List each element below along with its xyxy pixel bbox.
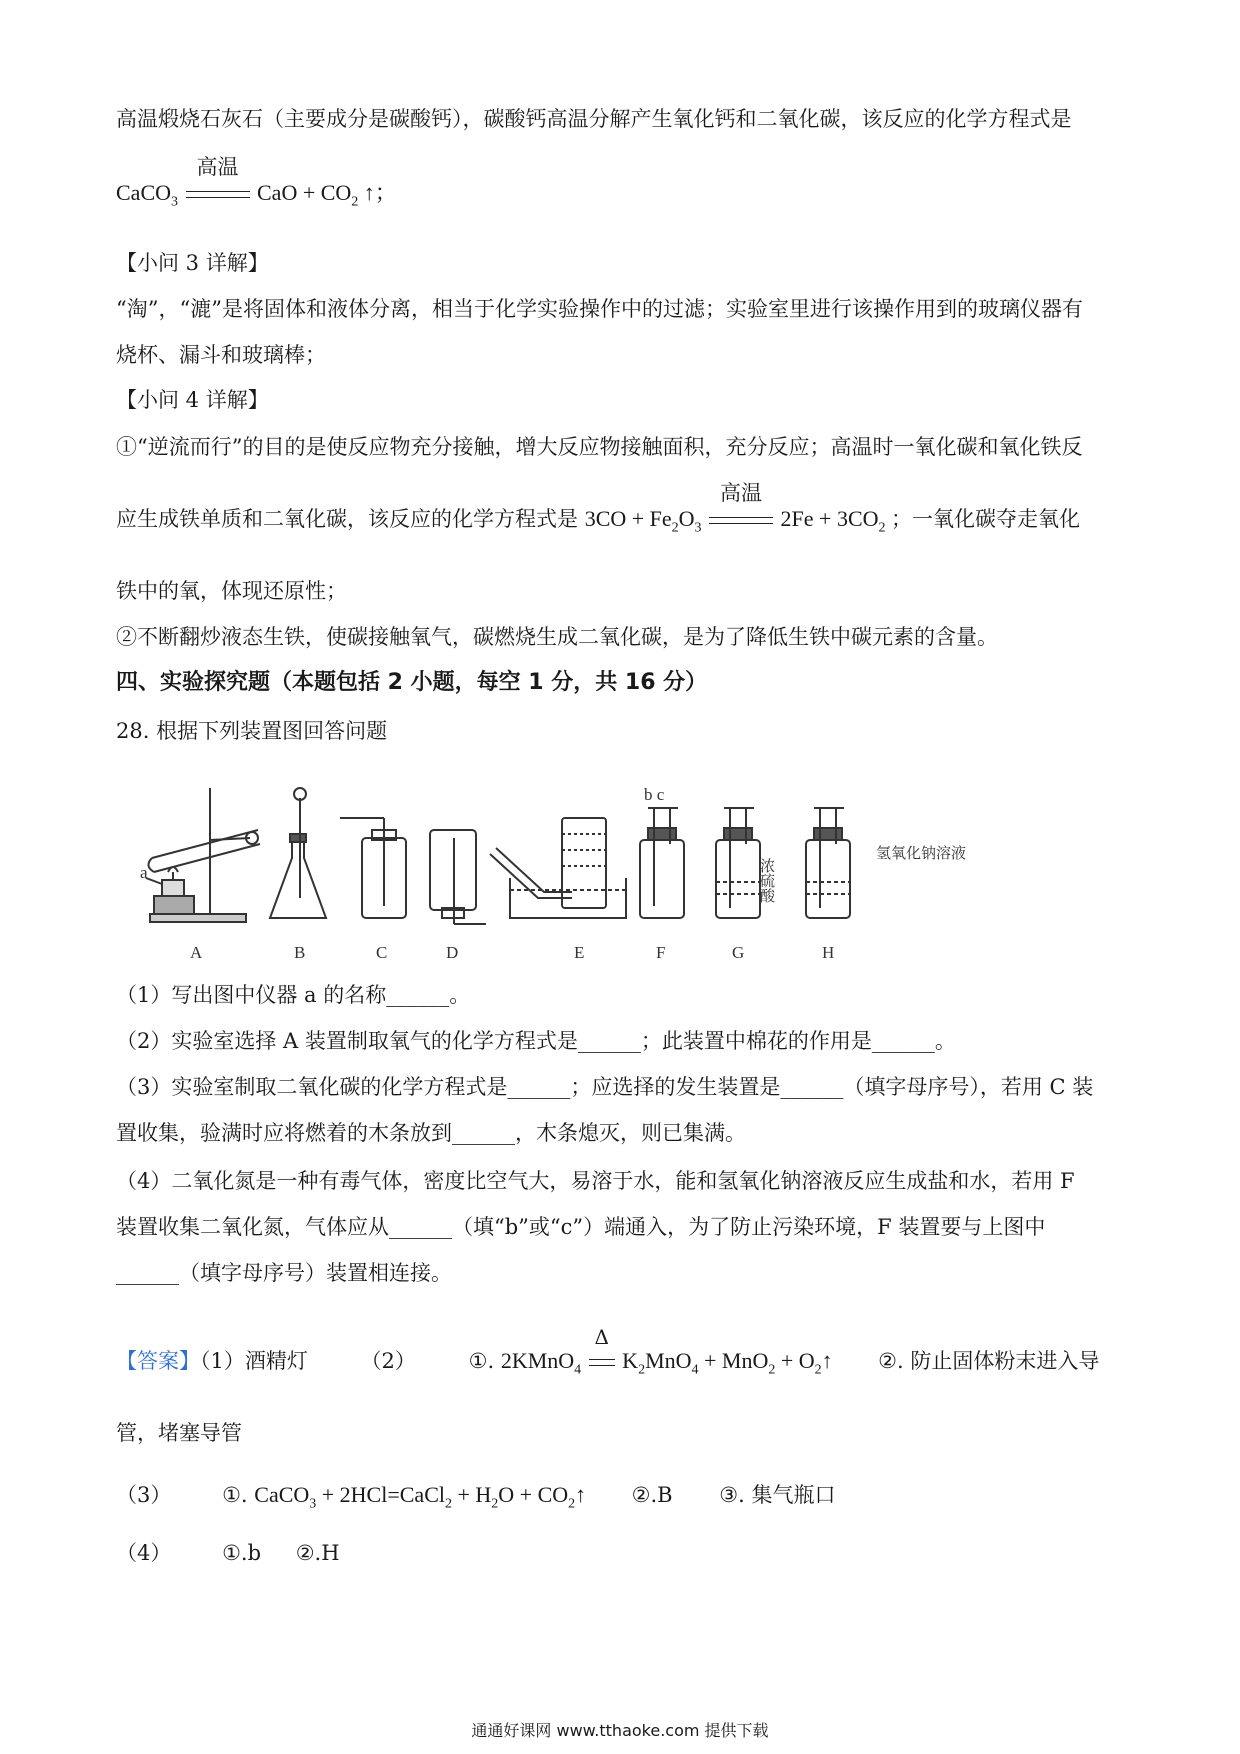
h-reagent-label: 氢氧化钠溶液 bbox=[876, 846, 967, 862]
question-part-4-line3: ______（填字母序号）装置相连接。 bbox=[116, 1261, 452, 1285]
question-part-4-line1: （4）二氧化氮是一种有毒气体，密度比空气大，易溶于水，能和氢氧化钠溶液反应生成盐和水，若用 F bbox=[116, 1169, 1075, 1193]
label-a-instrument: a bbox=[140, 863, 148, 882]
text-line: ②不断翻炒液态生铁，使碳接触氧气，碳燃烧生成二氧化碳，是为了降低生铁中碳元素的含量。 bbox=[116, 625, 998, 649]
section-heading: 四、实验探究题（本题包括 2 小题，每空 1 分，共 16 分） bbox=[116, 670, 708, 695]
question-part-1: （1）写出图中仪器 a 的名称______。 bbox=[116, 983, 471, 1007]
question-part-2: （2）实验室选择 A 装置制取氧气的化学方程式是______；此装置中棉花的作用是______。 bbox=[116, 1029, 956, 1053]
question-part-3-line2: 置收集，验满时应将燃着的木条放到______，木条熄灭，则已集满。 bbox=[116, 1121, 746, 1145]
apparatus-g bbox=[716, 808, 760, 918]
question-part-3-line1: （3）实验室制取二氧化碳的化学方程式是______；应选择的发生装置是______（填字母序号），若用 C 装 bbox=[116, 1075, 1094, 1099]
answer-line-3: （3） ①. CaCO$_3$ + 2HCl=CaCl$_2$ + $H_2O$ + $CO_2↑$ ②.B ③. 集气瓶口 bbox=[116, 1482, 836, 1512]
section-head-q4: 【小问 4 详解】 bbox=[116, 388, 269, 412]
equation-kmno4: 2KMnO$_4$ Δ $K_2MnO_4 + MnO_2$ + $O_2↑$ bbox=[500, 1325, 833, 1378]
figure-label-f: F bbox=[656, 943, 666, 962]
apparatus-d bbox=[430, 830, 486, 924]
question-28: 28. 根据下列装置图回答问题 bbox=[116, 719, 388, 743]
apparatus-f bbox=[640, 808, 684, 918]
figure-label-e: E bbox=[574, 943, 585, 962]
section-head-q3: 【小问 3 详解】 bbox=[116, 251, 269, 275]
text-line: 高温煅烧石灰石（主要成分是碳酸钙），碳酸钙高温分解产生氧化钙和二氧化碳，该反应的化学方程式是 bbox=[116, 107, 1072, 131]
apparatus-figure bbox=[140, 778, 970, 964]
apparatus-c bbox=[340, 818, 406, 918]
equation-caco3-hcl: CaCO$_3$ + 2HCl=CaCl$_2$ + $H_2O$ + $CO_2↑$ bbox=[254, 1482, 587, 1512]
answer-line-1: 【答案】（1）酒精灯 （2） ①. 2KMnO$_4$ Δ $K_2MnO_4 + MnO_2$ + $O_2↑$ ②. 防止固体粉末进入导 bbox=[116, 1325, 1100, 1378]
equation-caco3-decompose: CaCO$_3$ 高温 CaO + $CO_2$ ↑； bbox=[116, 155, 397, 210]
answer-line-1b: 管，堵塞导管 bbox=[116, 1421, 242, 1445]
text-line: 铁中的氧，体现还原性； bbox=[116, 579, 347, 603]
apparatus-h bbox=[806, 808, 850, 918]
text-line: 烧杯、漏斗和玻璃棒； bbox=[116, 343, 326, 367]
figure-label-a: A bbox=[190, 943, 203, 962]
condition-gaowen: 高温 bbox=[709, 504, 773, 534]
figure-label-d: D bbox=[446, 943, 459, 962]
figure-label-g: G bbox=[732, 943, 745, 962]
apparatus-b bbox=[270, 788, 326, 918]
label-bc: b c bbox=[644, 785, 665, 804]
text-line: ①“逆流而行”的目的是使反应物充分接触，增大反应物接触面积，充分反应；高温时一氧化碳和氧化铁反 bbox=[116, 435, 1083, 459]
figure-label-c: C bbox=[376, 943, 388, 962]
condition-delta: Δ bbox=[589, 1346, 615, 1376]
equation-co-fe2o3: $3CO + Fe_2O_3$ 高温 $2Fe + 3CO_2$ bbox=[584, 481, 886, 536]
apparatus-a bbox=[146, 788, 260, 922]
page-footer: 通通好课网 www.tthaoke.com 提供下载 bbox=[471, 1721, 769, 1740]
answer-line-4: （4） ①.b ②.H bbox=[116, 1541, 340, 1565]
question-part-4-line2: 装置收集二氧化氮，气体应从______（填“b”或“c”）端通入，为了防止污染环境，F 装置要与上图中 bbox=[116, 1215, 1046, 1239]
text-line-with-equation: 应生成铁单质和二氧化碳，该反应的化学方程式是 $3CO + Fe_2O_3$ 高温 $2Fe + 3CO_2$ ；一氧化碳夺走氧化 bbox=[116, 481, 1081, 536]
answer-label: 【答案】 bbox=[116, 1349, 200, 1373]
figure-label-h: H bbox=[822, 943, 835, 962]
condition-gaowen: 高温 bbox=[186, 178, 250, 208]
g-reagent-label: 浓硫酸 bbox=[758, 858, 774, 903]
text-line: “淘”，“漉”是将固体和液体分离，相当于化学实验操作中的过滤；实验室里进行该操作用到的玻璃仪器有 bbox=[116, 297, 1083, 321]
figure-label-b: B bbox=[294, 943, 306, 962]
apparatus-e bbox=[490, 818, 626, 918]
